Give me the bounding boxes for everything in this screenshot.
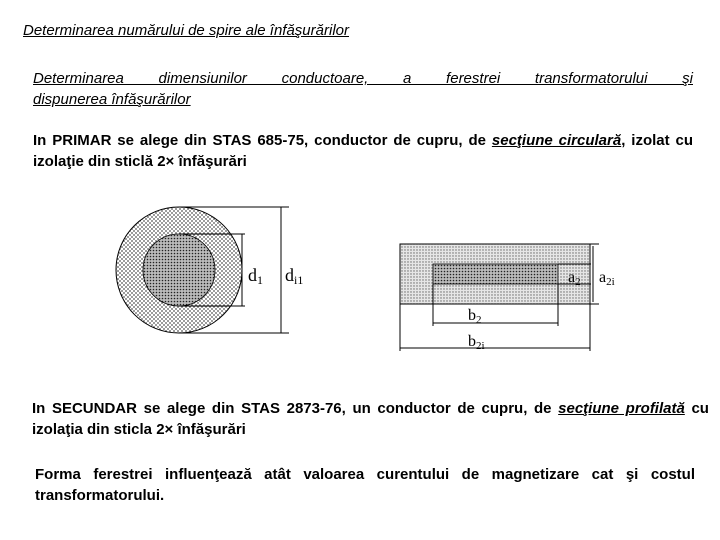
label-d1: d1 xyxy=(248,265,263,287)
primary-emphasis: secţiune circulară xyxy=(491,132,622,149)
primary-text-start: In PRIMAR se alege din STAS 685-75, conductor de cupru, de xyxy=(33,132,492,149)
primary-paragraph xyxy=(33,130,693,172)
label-b2i: b2i xyxy=(468,333,485,352)
subtitle-line-1: Determinarea dimensiunilor conductoare, a ferestrei transformatorului şi xyxy=(33,70,693,87)
conductor-cross-section-figure xyxy=(113,186,650,382)
round-conductor xyxy=(116,207,303,333)
subtitle-line-2: dispunerea înfăşurărilor xyxy=(33,91,191,108)
secondary-paragraph xyxy=(32,398,709,440)
secondary-text-start: In SECUNDAR se alege din STAS 2873-76, un conductor de cupru, de xyxy=(32,400,559,417)
rectangular-conductor xyxy=(400,244,615,352)
copper-core-rectangle xyxy=(433,264,558,284)
label-b2: b2 xyxy=(468,307,482,326)
slide-subtitle xyxy=(33,68,693,110)
slide-title: Determinarea numărului de spire ale înfăşurărilor xyxy=(23,22,349,39)
primary-text-end: , izolat cu izolaţie din sticlă 2× înfăşurări xyxy=(33,132,694,170)
secondary-emphasis: secţiune profilată xyxy=(558,400,685,417)
figure-svg xyxy=(113,186,650,382)
copper-core-circle xyxy=(143,234,215,306)
secondary-text-end: cu izolaţia din sticla 2× înfăşurări xyxy=(32,400,709,438)
label-di1: di1 xyxy=(285,265,304,287)
label-a2i: a2i xyxy=(599,269,615,288)
window-shape-note: Forma ferestrei influenţează atât valoarea curentului de magnetizare cat şi costul transformatorului. xyxy=(35,466,695,504)
label-a2: a2 xyxy=(568,269,581,288)
